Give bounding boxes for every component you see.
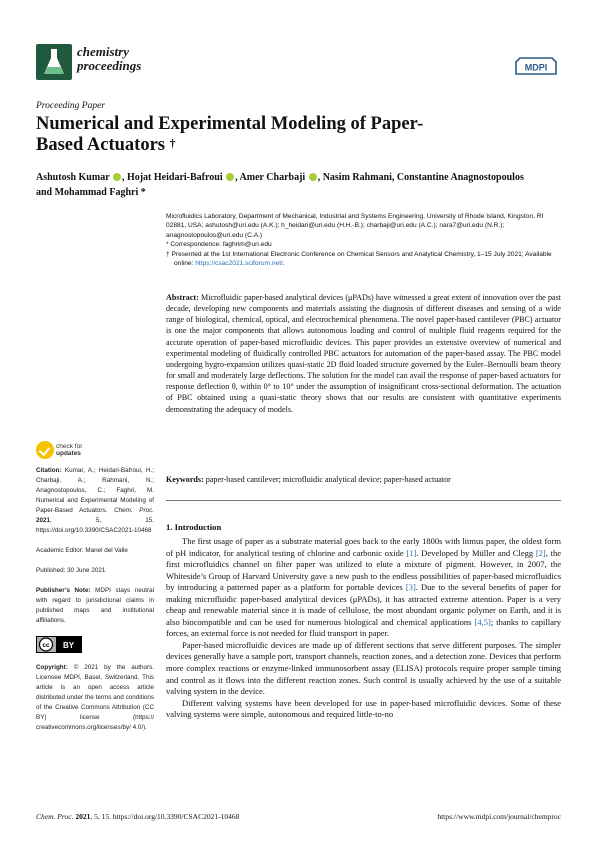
affiliation-lab: Microfluidics Laboratory, Department of Mechanical, Industrial and Systems Engineering, University of Rhode Island, Kingston, RI 02881, USA; ashutosh@uri.edu (A.K.); h_heidari@uri.edu (H.H.-B.); charbaji@uri.edu (A.C.); nara7@uri.edu (N.R.); anagnostopoulos@uri.edu (C.A.) bbox=[166, 213, 544, 239]
affiliations bbox=[166, 212, 561, 268]
keywords-text: paper-based cantilever; microfluidic analytical device; paper-based actuator bbox=[203, 475, 451, 484]
conference-link[interactable]: https://csac2021.sciforum.net/ bbox=[195, 260, 283, 268]
citation-link[interactable]: [4,5] bbox=[474, 616, 491, 627]
intro-paragraph-2: Paper-based microfluidic devices are made up of different sections that serve different purposes. The simpler devices generally have a sample port, transport channels, reaction zones, and a detection zone. Devices that perform more complex reactions or enzyme-linked immunosorbent assay (ELISA) protocols require proper sample timing and control as it flows into the different reaction zones. Such control is usually achieved by the use of a suitable valving system in the device. bbox=[166, 639, 561, 697]
citation-block: Citation: Kumar, A.; Heidari-Bafroui, H.; Charbaji, A.; Rahmani, N.; Anagnostopoulos, C.; Faghri, M. Numerical and Experimental Modeling of Paper-Based Actuators. Chem. Proc. 2021, 5, 15. https://doi.org/10.3390/CSAC2021-10468 bbox=[36, 467, 154, 534]
orcid-icon[interactable] bbox=[226, 173, 234, 181]
author-2: , Hojat Heidari-Bafroui bbox=[121, 172, 223, 183]
section-divider bbox=[166, 500, 561, 501]
title-text: Numerical and Experimental Modeling of Paper-Based Actuators bbox=[36, 114, 424, 155]
author-list bbox=[36, 170, 576, 200]
footer-citation: Chem. Proc. 2021, 5, 15. https://doi.org/10.3390/CSAC2021-10468 bbox=[36, 812, 240, 821]
author-5: and Mohammad Faghri * bbox=[36, 187, 146, 198]
checkmark-icon bbox=[36, 441, 54, 459]
svg-text:MDPI: MDPI bbox=[524, 62, 548, 73]
copyright-block: Copyright: © 2021 by the authors. Licensee MDPI, Basel, Switzerland. This article is an open access article distributed under the terms and conditions of the Creative Commons Attribution (CC BY) license (https:// creativecommons.org/licenses/by/ 4.0/). bbox=[36, 664, 154, 731]
journal-name-line1: chemistry bbox=[77, 44, 129, 59]
intro-paragraph-3: Different valving systems have been developed for use in paper-based microfluidic devices. Some of these valving systems were simple, autonomous and required little-to-no bbox=[166, 697, 561, 720]
published-date: Published: 30 June 2021 bbox=[36, 567, 106, 574]
orcid-icon[interactable] bbox=[113, 173, 121, 181]
check-updates-line1: check for bbox=[56, 443, 83, 450]
svg-text:cc: cc bbox=[42, 642, 50, 649]
orcid-icon[interactable] bbox=[309, 173, 317, 181]
academic-editor: Academic Editor: Manel del Valle bbox=[36, 547, 128, 554]
author-4: , Nasim Rahmani, Constantine Anagnostopoulos bbox=[317, 172, 524, 183]
abstract-text: Microfluidic paper-based analytical devices (μPADs) have witnessed a great extent of innovation over the past decade, developing new components and materials assisting the diagnosis of different diseases and sensing of a wide range of biological, chemical, optical, and electrochemical phenomena. The novel paper-based cantilever (PBC) actuator is one the major components that allows autonomous loading and control of multiple fluid reagents required for the accurate operation of paper-based microfluidic devices. This paper provides an extensive overview of numerical and experimental modeling of fluidically controlled PBC actuators for automation of the paper-based assay. The PBC model undergoing hygro-expansion utilizes quasi-static 2D fluid loaded structure governed by the Euler–Bernoulli beam theory for small and moderately large deflections. The solution for the model can avail the response of paper-based actuators for response deflection θ, within 0° to 10° under the assumption of insignificant cross-sectional deformation. The actuation of PBC obtained using a quasi-static theory shows that our results are consistent with quantitative experiments demonstrating the adequacy of models. bbox=[166, 293, 561, 414]
page-title bbox=[36, 114, 456, 156]
citation-link[interactable]: [1] bbox=[406, 547, 417, 558]
citation-link[interactable]: [2] bbox=[535, 547, 546, 558]
svg-text:BY: BY bbox=[62, 641, 75, 650]
introduction-body bbox=[166, 536, 561, 721]
presented-note: † Presented at the 1st International Electronic Conference on Chemical Sensors and Analytical Chemistry, 1–15 July 2021; Available online: https://csac2021.sciforum.net/. bbox=[166, 250, 552, 268]
keywords-label: Keywords: bbox=[166, 475, 204, 484]
check-updates-line2: updates bbox=[56, 450, 81, 457]
citation-link[interactable]: [3] bbox=[405, 582, 416, 593]
abstract bbox=[166, 292, 561, 415]
article-type: Proceeding Paper bbox=[36, 101, 106, 111]
publisher-note: Publisher’s Note: MDPI stays neutral with regard to jurisdictional claims in published maps and institutional affiliations. bbox=[36, 587, 154, 624]
journal-name bbox=[77, 45, 141, 72]
title-footnote-mark: † bbox=[169, 136, 176, 150]
check-updates-badge[interactable] bbox=[36, 441, 126, 465]
footer-journal-url[interactable]: https://www.mdpi.com/journal/chemproc bbox=[437, 812, 561, 821]
correspondence-note: * Correspondence: faghrim@uri.edu bbox=[166, 241, 272, 249]
keywords bbox=[166, 474, 561, 485]
intro-paragraph-1: The first usage of paper as a substrate material goes back to the early 1800s with litmus paper, the oldest form of pH indicator, for analytical testing of chlorine and carbonic oxide [1]. Developed by Müller and Clegg [2], the first microfluidics channel on filter paper was utilized to elute a mixture of pigment. However, in 2007, the Whiteside’s Group of Harvard University gave a new push to the endless possibilities of paper-based microfluidics by introducing a patterned paper as a platform for portable devices [3]. Due to the several benefits of paper for making microfluidic paper-based analytical devices (μPADs), it has attracted extreme attention. Paper is a very cheap and renewable material since it is made of cellulose, the most abundant organic polymer on Earth, and it is also biocompatible and can be used for numerous biological and chemical applications [4,5]; thanks to capillary forces, an external force is not needed for fluid transport in paper. bbox=[166, 536, 562, 639]
author-1: Ashutosh Kumar bbox=[36, 172, 110, 183]
sidebar-info bbox=[36, 466, 154, 743]
mdpi-logo bbox=[514, 56, 558, 76]
flask-icon bbox=[36, 44, 72, 80]
cc-by-license-icon[interactable] bbox=[36, 636, 82, 653]
abstract-label: Abstract: bbox=[166, 293, 199, 302]
section-heading: 1. Introduction bbox=[166, 522, 222, 532]
journal-logo bbox=[36, 44, 72, 80]
journal-name-line2: proceedings bbox=[77, 57, 142, 73]
author-3: , Amer Charbaji bbox=[235, 172, 306, 183]
